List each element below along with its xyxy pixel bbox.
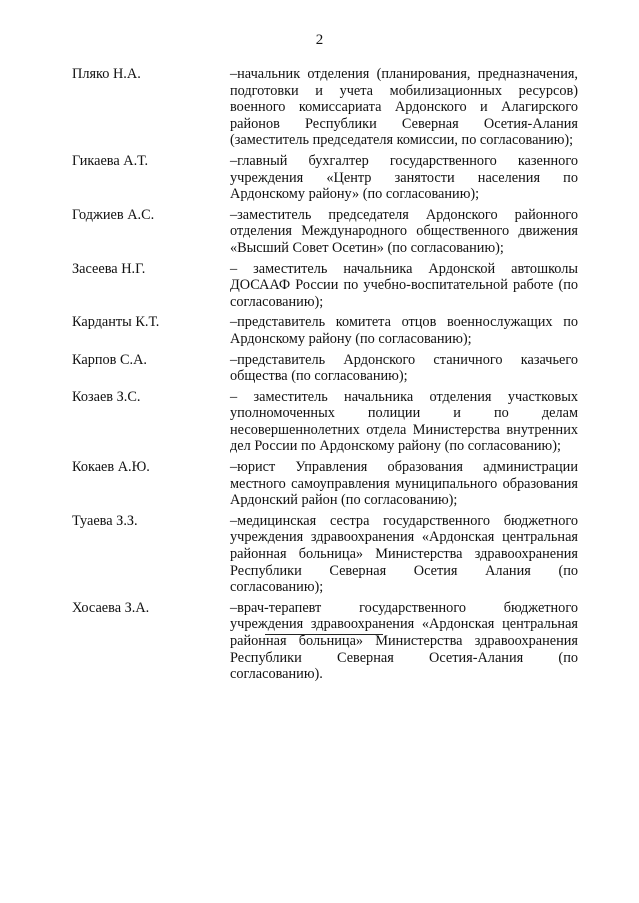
page-number: 2: [315, 32, 324, 48]
member-description: –главный бухгалтер государственного казенного учреждения «Центр занятости населения по Ардонскому району» (по согласованию);: [230, 152, 578, 203]
member-entry: [72, 600, 578, 683]
member-entry: [72, 389, 578, 455]
member-entry: [72, 153, 578, 203]
closing-divider: [265, 634, 383, 635]
member-name: Засеева Н.Г.: [72, 260, 146, 277]
member-name: Годжиев А.С.: [72, 206, 155, 223]
member-entry: [72, 314, 578, 347]
member-description: –представитель комитета отцов военнослужащих по Ардонскому району (по согласованию);: [230, 314, 578, 347]
member-description: –врач-терапевт государственного бюджетного учреждения здравоохранения «Ардонская центральная районная больница» Министерства здравоохранения Республики Северная Осетия-Алания (по согласованию).: [230, 599, 578, 683]
member-description: – заместитель начальника Ардонской автошколы ДОСААФ России по учебно-воспитательной работе (по согласованию);: [230, 260, 578, 310]
member-entry: [72, 459, 578, 509]
member-name: Козаев З.С.: [72, 388, 141, 405]
member-description: –заместитель председателя Ардонского районного отделения Международного общественного движения «Высший Совет Осетин» (по согласованию);: [230, 206, 578, 256]
member-description: –начальник отделения (планирования, предназначения, подготовки и учета мобилизационных ресурсов) военного комиссариата Ардонского и Алагирского районов Республики Северная Осетия-Алания (заместитель председателя комиссии, по согласованию);: [230, 66, 578, 149]
member-name: Кокаев А.Ю.: [72, 459, 150, 476]
member-name: Карданты К.Т.: [72, 314, 160, 331]
member-entry: [72, 513, 578, 596]
member-description: –представитель Ардонского станичного казачьего общества (по согласованию);: [230, 351, 578, 385]
member-entry: [72, 66, 578, 149]
member-name: Пляко Н.А.: [72, 66, 141, 82]
member-entry: [72, 352, 578, 385]
members-list: [72, 66, 578, 687]
member-name: Хосаева З.А.: [72, 599, 150, 616]
member-description: –юрист Управления образования администрации местного самоуправления муниципального образования Ардонский район (по согласованию);: [230, 459, 578, 509]
member-description: –медицинская сестра государственного бюджетного учреждения здравоохранения «Ардонская центральная районная больница» Министерства здравоохранения Республики Северная Осетия Алания (по согласованию);: [230, 512, 578, 596]
member-name: Карпов С.А.: [72, 351, 147, 368]
member-name: Туаева З.З.: [72, 512, 138, 529]
member-name: Гикаева А.Т.: [72, 152, 149, 169]
member-entry: [72, 207, 578, 257]
member-entry: [72, 261, 578, 311]
member-description: – заместитель начальника отделения участковых уполномоченных полиции и по делам несовершеннолетних отдела Министерства внутренних дел России по Ардонскому району (по согласованию);: [230, 388, 578, 455]
